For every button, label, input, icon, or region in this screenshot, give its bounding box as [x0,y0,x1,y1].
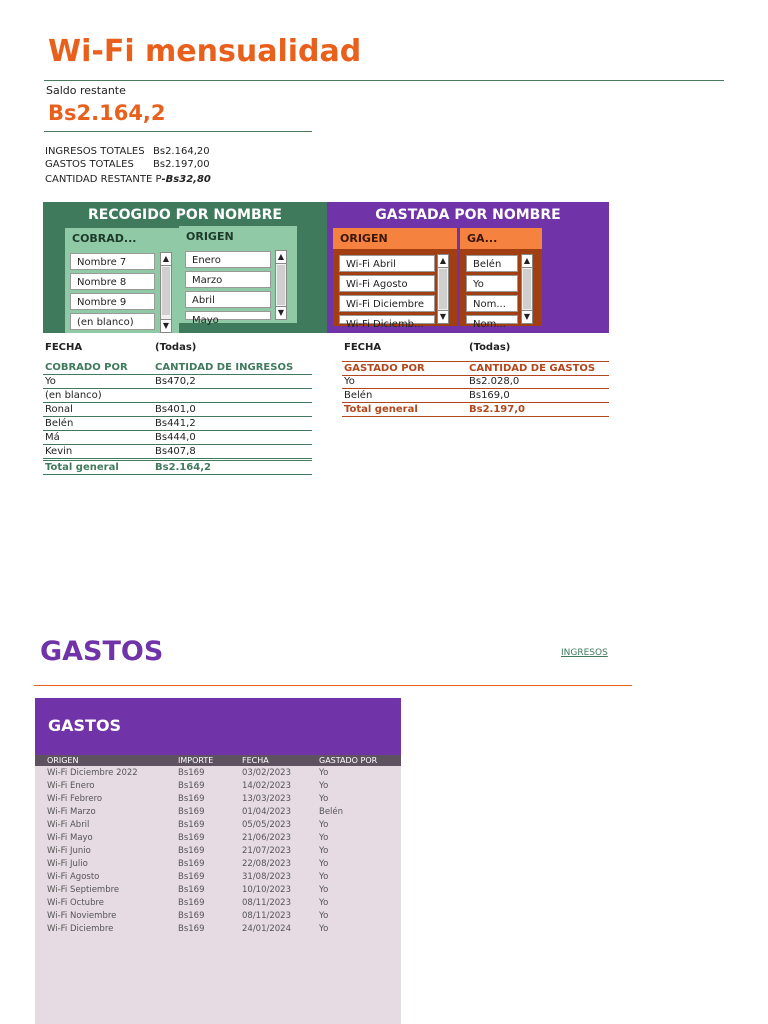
column-header[interactable]: GASTADO POR [319,756,378,765]
cell-origen: Wi-Fi Octubre [47,898,104,908]
slicer-item[interactable]: Marzo [185,271,271,288]
slicer-cobrado [65,228,179,333]
table-banner [35,698,401,755]
pivot-row-label: Má [45,432,60,443]
scroll-up-icon[interactable]: ▲ [161,253,171,266]
table-row [35,884,401,897]
cell-fecha: 03/02/2023 [242,768,291,778]
pivot-filter-value[interactable]: (Todas) [155,342,197,353]
totals-value: Bs2.164,20 [153,146,210,157]
pivot-header-row [43,361,312,375]
slicer-panel-title: RECOGIDO POR NOMBRE [88,207,282,223]
column-header[interactable]: ORIGEN [47,756,79,765]
slicer-scrollbar[interactable] [521,254,533,324]
cell-gastado-por: Yo [319,872,329,882]
totals-ingresos [45,146,245,157]
slicer-header: ORIGEN [333,228,457,249]
cell-importe: Bs169 [178,924,205,934]
slicer-item[interactable]: Yo [466,275,518,292]
section-divider [34,685,632,686]
cell-gastado-por: Yo [319,898,329,908]
cell-importe: Bs169 [178,846,205,856]
cell-origen: Wi-Fi Noviembre [47,911,117,921]
cell-gastado-por: Yo [319,911,329,921]
ingresos-link[interactable]: INGRESOS [561,648,608,658]
gastos-table [35,698,401,1024]
cell-gastado-por: Yo [319,924,329,934]
pivot-row-label: Belén [45,418,74,429]
pivot-filter-value[interactable]: (Todas) [469,342,511,353]
pivot-row-value: Bs441,2 [155,418,196,429]
cell-gastado-por: Yo [319,768,329,778]
slicer-item[interactable]: Nom... [466,295,518,312]
scroll-thumb[interactable] [523,269,531,309]
cell-fecha: 14/02/2023 [242,781,291,791]
slicer-item[interactable]: Mayo [185,311,271,320]
cell-gastado-por: Yo [319,885,329,895]
cell-fecha: 05/05/2023 [242,820,291,830]
slicer-item[interactable]: Wi-Fi Abril [339,255,435,272]
cell-fecha: 01/04/2023 [242,807,291,817]
slicer-item[interactable]: Nombre 8 [70,273,155,290]
cell-gastado-por: Yo [319,781,329,791]
slicer-panel-title: GASTADA POR NOMBRE [375,207,561,223]
pivot-row-value: Bs2.028,0 [469,376,520,387]
pivot-row [342,375,609,389]
pivot-row [43,431,312,445]
cell-gastado-por: Yo [319,794,329,804]
pivot-total-label: Total general [344,404,418,415]
slicer-header: COBRAD... [65,228,179,249]
slicer-item[interactable]: (en blanco) [70,313,155,330]
saldo-value: Bs2.164,2 [48,101,166,125]
cell-origen: Wi-Fi Julio [47,859,88,869]
totals-restante [45,174,245,185]
slicer-item[interactable]: Wi-Fi Agosto [339,275,435,292]
pivot-row [43,403,312,417]
cell-importe: Bs169 [178,820,205,830]
pivot-row-label: Belén [344,390,373,401]
pivot-row [342,389,609,403]
cell-gastado-por: Belén [319,807,344,817]
slicer-header: GA... [460,228,542,249]
pivot-row [43,417,312,431]
title-divider [44,80,724,81]
section-title-gastos: GASTOS [40,636,164,667]
cell-importe: Bs169 [178,833,205,843]
totals-label: GASTOS TOTALES [45,159,134,170]
pivot-row-label: Yo [45,376,56,387]
pivot-row-label: Yo [344,376,355,387]
pivot-row [43,375,312,389]
cell-importe: Bs169 [178,911,205,921]
totals-value: -Bs32,80 [161,174,211,185]
cell-fecha: 10/10/2023 [242,885,291,895]
table-row [35,793,401,806]
pivot-total-row [342,403,609,417]
pivot-row-value: Bs169,0 [469,390,510,401]
pivot-gastos [342,342,609,422]
table-row [35,845,401,858]
cell-fecha: 21/06/2023 [242,833,291,843]
pivot-row-value: Bs470,2 [155,376,196,387]
pivot-total-value: Bs2.197,0 [469,404,525,415]
slicer-item[interactable]: Nombre 7 [70,253,155,270]
slicer-item[interactable]: Abril [185,291,271,308]
table-row [35,897,401,910]
scroll-thumb[interactable] [277,265,285,305]
cell-fecha: 21/07/2023 [242,846,291,856]
pivot-total-value: Bs2.164,2 [155,462,211,473]
saldo-label: Saldo restante [46,84,126,97]
cell-importe: Bs169 [178,807,205,817]
pivot-col-header: CANTIDAD DE INGRESOS [155,362,294,373]
cell-fecha: 31/08/2023 [242,872,291,882]
cell-origen: Wi-Fi Agosto [47,872,100,882]
column-header[interactable]: FECHA [242,756,269,765]
cell-origen: Wi-Fi Mayo [47,833,93,843]
cell-origen: Wi-Fi Abril [47,820,90,830]
pivot-row-label: Kevin [45,446,73,457]
table-title: GASTOS [48,716,122,735]
cell-fecha: 13/03/2023 [242,794,291,804]
pivot-col-header[interactable]: COBRADO POR [45,362,128,373]
slicer-scrollbar[interactable] [437,254,449,324]
cell-origen: Wi-Fi Enero [47,781,95,791]
pivot-header-row [342,361,609,376]
table-row [35,767,401,780]
saldo-divider [44,131,312,132]
scroll-down-icon[interactable]: ▼ [162,321,170,330]
pivot-filter-label: FECHA [45,342,83,353]
cell-importe: Bs169 [178,872,205,882]
pivot-col-header: CANTIDAD DE GASTOS [469,363,596,374]
cell-importe: Bs169 [178,898,205,908]
totals-label: CANTIDAD RESTANTE P [45,174,162,185]
table-row [35,871,401,884]
table-row [35,910,401,923]
cell-gastado-por: Yo [319,820,329,830]
cell-gastado-por: Yo [319,833,329,843]
table-header-row [35,755,401,766]
scroll-down-icon[interactable]: ▼ [439,312,447,321]
cell-fecha: 08/11/2023 [242,898,291,908]
scroll-up-icon[interactable]: ▲ [438,255,448,268]
pivot-row-label: (en blanco) [45,390,102,401]
cell-origen: Wi-Fi Marzo [47,807,96,817]
scroll-down-icon[interactable]: ▼ [523,312,531,321]
pivot-row-value: Bs444,0 [155,432,196,443]
slicer-item[interactable]: Wi-Fi Diciemb... [339,315,435,324]
slicer-scrollbar[interactable] [160,252,172,333]
pivot-row [43,389,312,403]
slicer-panel-gastada [327,202,609,333]
table-row [35,780,401,793]
cell-origen: Wi-Fi Septiembre [47,885,120,895]
pivot-ingresos [43,342,312,482]
cell-gastado-por: Yo [319,859,329,869]
column-header[interactable]: IMPORTE [178,756,214,765]
cell-importe: Bs169 [178,885,205,895]
pivot-col-header[interactable]: GASTADO POR [344,363,425,374]
table-row [35,806,401,819]
cell-origen: Wi-Fi Diciembre [47,924,114,934]
pivot-row [43,445,312,459]
slicer-panel-recogido [43,202,327,333]
pivot-row-label: Ronal [45,404,73,415]
table-row [35,858,401,871]
cell-importe: Bs169 [178,859,205,869]
pivot-row-value: Bs401,0 [155,404,196,415]
cell-fecha: 22/08/2023 [242,859,291,869]
slicer-header: ORIGEN [186,230,234,243]
cell-origen: Wi-Fi Febrero [47,794,103,804]
totals-label: INGRESOS TOTALES [45,146,145,157]
cell-importe: Bs169 [178,768,205,778]
page-title: Wi-Fi mensualidad [48,34,362,69]
slicer-origen [179,226,297,326]
cell-importe: Bs169 [178,781,205,791]
slicer-item[interactable]: Belén [466,255,518,272]
table-row [35,832,401,845]
cell-origen: Wi-Fi Junio [47,846,91,856]
cell-importe: Bs169 [178,794,205,804]
pivot-row-value: Bs407,8 [155,446,196,457]
pivot-total-row [43,460,312,475]
slicer-scrollbar[interactable] [275,250,287,320]
table-row [35,923,401,936]
cell-fecha: 08/11/2023 [242,911,291,921]
pivot-filter-label: FECHA [344,342,382,353]
slicer-origen-gastos [333,228,457,330]
scroll-up-icon[interactable]: ▲ [276,251,286,264]
scroll-thumb[interactable] [439,269,447,309]
totals-gastos [45,159,245,170]
scroll-up-icon[interactable]: ▲ [522,255,532,268]
pivot-total-label: Total general [45,462,119,473]
slicer-item[interactable]: Enero [185,251,271,268]
scroll-down-icon[interactable]: ▼ [277,308,285,317]
table-row [35,819,401,832]
slicer-item[interactable]: Wi-Fi Diciembre [339,295,435,312]
totals-value: Bs2.197,00 [153,159,210,170]
slicer-item[interactable]: Nombre 9 [70,293,155,310]
cell-gastado-por: Yo [319,846,329,856]
scroll-thumb[interactable] [162,267,170,315]
slicer-gastado [460,228,542,330]
cell-origen: Wi-Fi Diciembre 2022 [47,768,138,778]
cell-fecha: 24/01/2024 [242,924,291,934]
slicer-item[interactable]: Nom... [466,315,518,324]
